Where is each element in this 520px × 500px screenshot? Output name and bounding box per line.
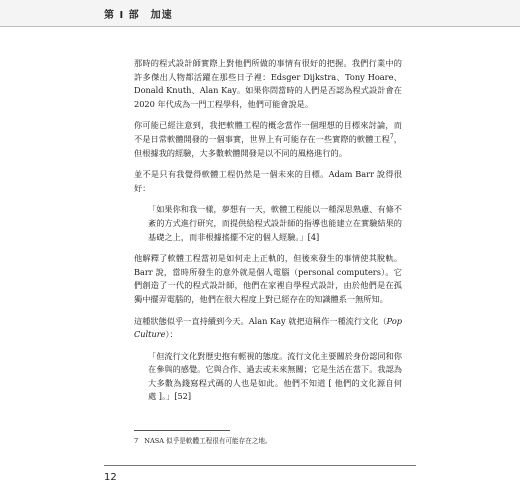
paragraph-text: ）：	[165, 329, 178, 340]
paragraph-italic: Pop Culture	[134, 315, 402, 340]
footnote-reference: 7	[389, 133, 394, 141]
footnote-number: 7	[134, 437, 139, 445]
footer-divider	[104, 465, 416, 466]
paragraph: 並不是只有我覺得軟體工程仍然是一個未來的目標。Adam Barr 說得很好：	[134, 169, 402, 193]
body-text	[134, 57, 402, 412]
paragraph	[134, 315, 402, 342]
running-header	[0, 0, 520, 27]
paragraph-text: ，但根據我的經驗，大多數軟體開發是以不同的風格進行的。	[134, 133, 402, 158]
paragraph-text: 你可能已經注意到，我把軟體工程的概念當作一個理想的目標來討論，而不是日常軟體開發的一個事實，世界上有可能存在一些實際的軟體工程	[134, 120, 402, 144]
paragraph: 他解釋了軟體工程當初是如何走上正軌的，但後來發生的事情使其脫軌。Barr 說，當時所發生的意外就是個人電腦（personal computers）。它們創造了一代的程式設計師，他們在家裡自學程式設計，由於他們是在孤獨中擺弄電腦的，他們在很大程度上對已經存在的知識體系一無所知。	[134, 253, 402, 304]
block-quote: 「但流行文化對歷史抱有輕視的態度。流行文化主要關於身份認同和你在參與的感覺。它與合作、過去或未來無關；它是生活在當下。我認為大多數為錢寫程式碼的人也是如此。他們不知道 [ 他們的文化源自何處 ]。」[52]	[148, 350, 402, 402]
footnote	[134, 436, 402, 446]
page-number: 12	[104, 472, 117, 483]
running-header-title: 第 I 部 加速	[104, 10, 173, 21]
footnote-text: NASA 似乎是軟體工程很有可能存在之地。	[144, 437, 272, 445]
block-quote: 「如果你和我一樣，夢想有一天，軟體工程能以一種深思熟慮、有條不紊的方式進行研究，而提供給程式設計師的指導也能建立在實驗結果的基礎之上，而非根據搖擺不定的個人經驗。」[4]	[148, 204, 402, 242]
paragraph	[134, 119, 402, 160]
paragraph-text: 這種狀態似乎一直持續到今天。Alan Kay 就把這稱作一種流行文化（	[134, 315, 387, 326]
footnote-divider	[134, 430, 230, 431]
paragraph: 那時的程式設計師實際上對他們所做的事情有很好的把握。我們行業中的許多傑出人物都活躍在那些日子裡：Edsger Dijkstra、Tony Hoare、Donald Knuth、Alan Kay。如果你問當時的人們是否認為程式設計會在 2020 年代成為一門工程學科，他們可能會說是。	[134, 58, 402, 109]
